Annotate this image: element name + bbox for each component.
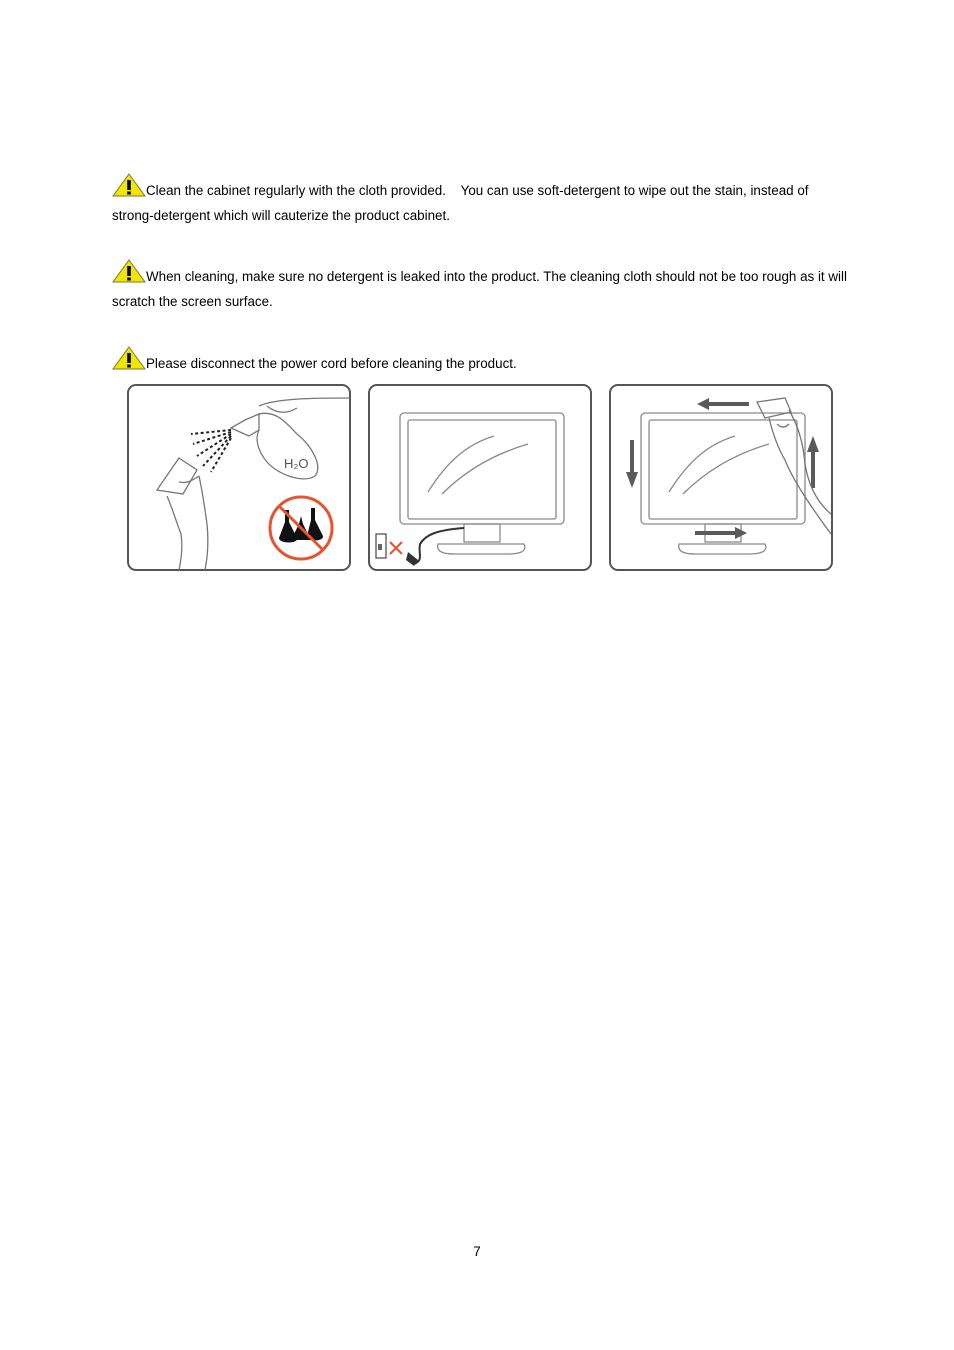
warning-triangle-icon <box>112 346 146 370</box>
page-number: 7 <box>473 1244 481 1259</box>
warning-paragraph-2 <box>112 259 852 314</box>
warning-paragraph-3 <box>112 346 852 376</box>
spray-label: H₂O <box>284 456 309 471</box>
illustration-wipe-directions <box>609 384 833 571</box>
illustration-spray-cloth <box>127 384 351 571</box>
warning-text: Please disconnect the power cord before cleaning the product. <box>146 356 517 371</box>
no-chemicals-icon <box>270 497 332 559</box>
warning-triangle-icon <box>112 259 146 283</box>
illustration-unplug <box>368 384 592 571</box>
warning-text: When cleaning, make sure no detergent is leaked into the product. The cleaning cloth should not be too rough as it will scratch the screen surface. <box>112 269 847 309</box>
warning-paragraph-1 <box>112 173 852 228</box>
warning-text: Clean the cabinet regularly with the cloth provided. You can use soft-detergent to wipe out the stain, instead of strong-detergent which will cauterize the product cabinet. <box>112 183 809 223</box>
warning-triangle-icon <box>112 173 146 197</box>
